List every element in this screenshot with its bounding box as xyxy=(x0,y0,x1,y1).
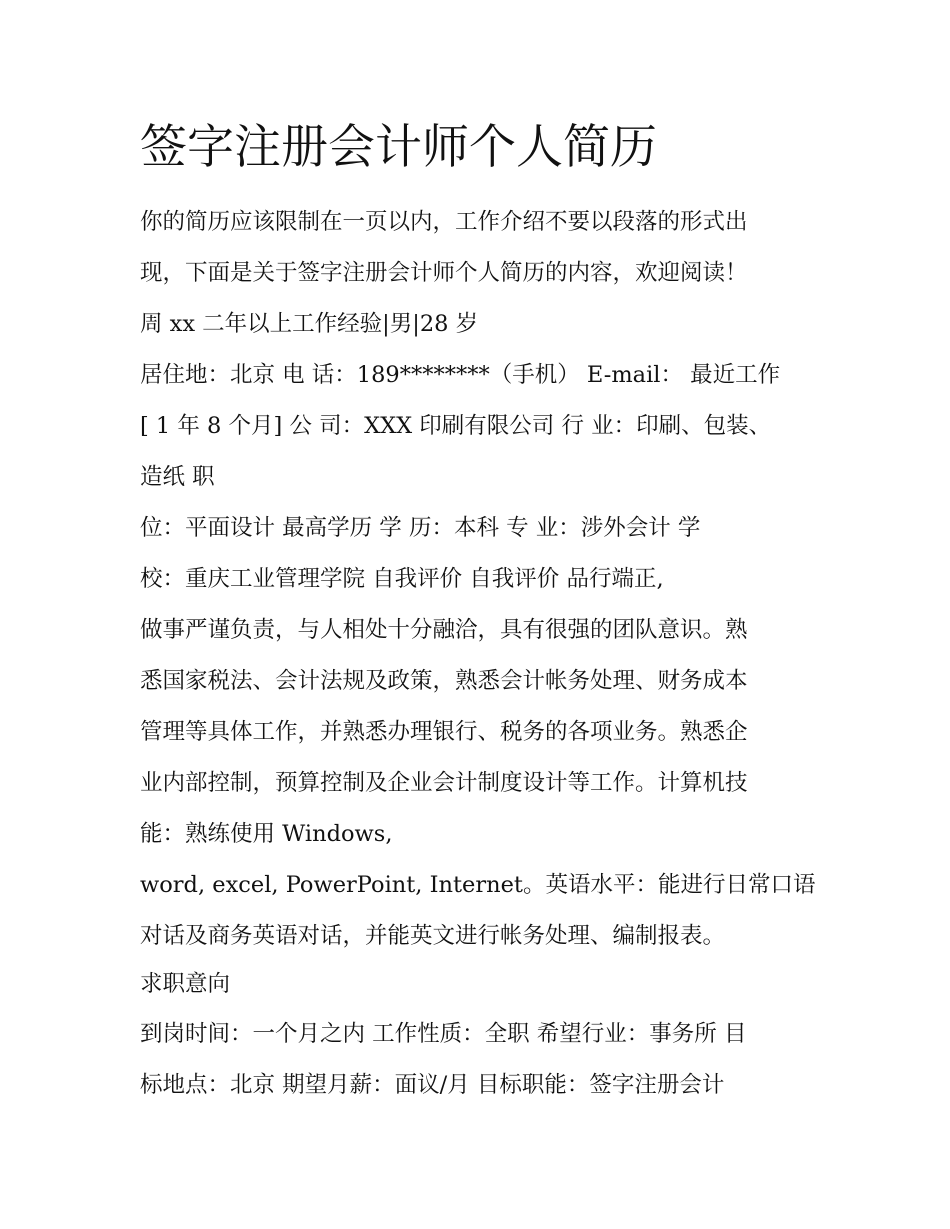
body-line: word, excel, PowerPoint, Internet。英语水平：能进行日常口语 xyxy=(140,872,816,898)
body-line: 标地点：北京 期望月薪：面议/月 目标职能：签字注册会计 xyxy=(140,1072,725,1098)
body-line: 位：平面设计 最高学历 学 历：本科 专 业：涉外会计 学 xyxy=(140,515,701,541)
body-line: 造纸 职 xyxy=(140,464,215,490)
body-line: 校：重庆工业管理学院 自我评价 自我评价 品行端正, xyxy=(140,566,664,592)
body-line: 周 xx 二年以上工作经验|男|28 岁 xyxy=(140,311,479,337)
body-line: 现，下面是关于签字注册会计师个人简历的内容，欢迎阅读！ xyxy=(140,260,748,286)
body-line: 对话及商务英语对话，并能英文进行帐务处理、编制报表。 xyxy=(140,923,726,949)
body-line: 做事严谨负责，与人相处十分融洽，具有很强的团队意识。熟 xyxy=(140,617,748,643)
body-line: [ 1 年 8 个月] 公 司：XXX 印刷有限公司 行 业：印刷、包装、 xyxy=(140,413,772,439)
body-line: 居住地：北京 电 话：189********（手机） E-mail： 最近工作 xyxy=(140,362,781,388)
body-line: 能：熟练使用 Windows, xyxy=(140,821,393,847)
body-line: 到岗时间：一个月之内 工作性质：全职 希望行业：事务所 目 xyxy=(140,1021,747,1047)
section-heading: 求职意向 xyxy=(140,971,231,997)
page-title: 签字注册会计师个人简历 xyxy=(140,120,657,175)
body-line: 业内部控制，预算控制及企业会计制度设计等工作。计算机技 xyxy=(140,770,748,796)
body-line: 你的简历应该限制在一页以内，工作介绍不要以段落的形式出 xyxy=(140,209,748,235)
body-line: 管理等具体工作，并熟悉办理银行、税务的各项业务。熟悉企 xyxy=(140,719,748,745)
body-line: 悉国家税法、会计法规及政策，熟悉会计帐务处理、财务成本 xyxy=(140,668,748,694)
